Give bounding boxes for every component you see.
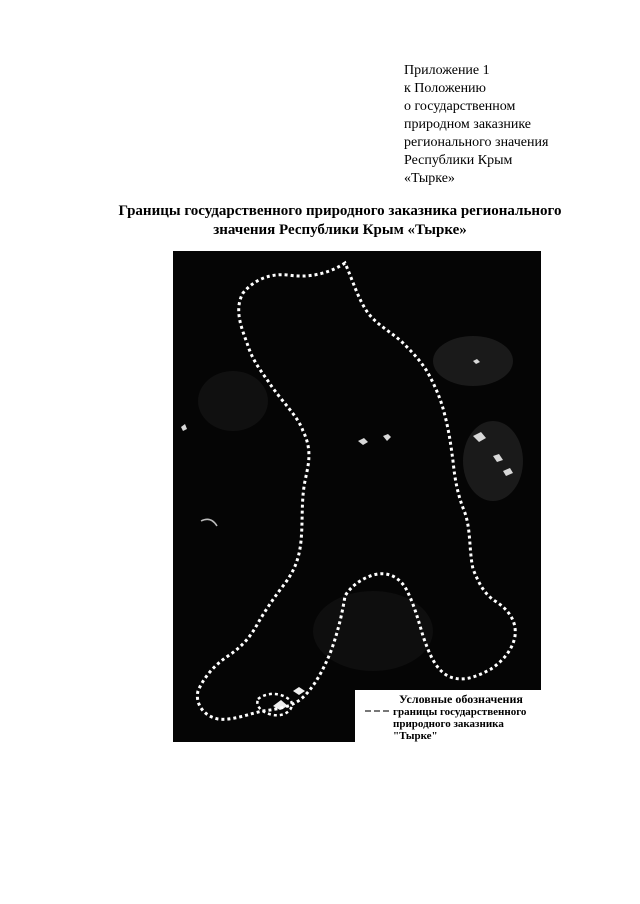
legend-label-line-2: природного заказника bbox=[393, 718, 504, 730]
appendix-line: природном заказнике bbox=[404, 117, 532, 132]
satellite-map bbox=[173, 251, 541, 742]
legend-title: Условные обозначения bbox=[399, 692, 523, 706]
legend-label-line-1: границы государственного bbox=[393, 706, 527, 718]
appendix-block bbox=[404, 62, 624, 188]
map-image bbox=[173, 251, 541, 742]
appendix-line: к Положению bbox=[404, 81, 487, 96]
title-line-2: значения Республики Крым «Тырке» bbox=[213, 222, 467, 238]
map-legend bbox=[355, 690, 541, 770]
appendix-line: Республики Крым bbox=[404, 153, 513, 168]
inner-boundary-loop bbox=[257, 694, 292, 715]
appendix-line: Приложение 1 bbox=[404, 63, 490, 78]
legend-label bbox=[393, 706, 543, 742]
appendix-line: регионального значения bbox=[404, 135, 549, 150]
legend-label-line-3: "Тырке" bbox=[393, 730, 438, 742]
terrain-texture bbox=[198, 336, 523, 671]
boundary-line-symbol bbox=[365, 710, 389, 712]
appendix-line: о государственном bbox=[404, 99, 516, 114]
title-line-1: Границы государственного природного заказника регионального bbox=[118, 203, 562, 219]
document-title bbox=[90, 202, 590, 240]
appendix-line: «Тырке» bbox=[404, 171, 455, 186]
